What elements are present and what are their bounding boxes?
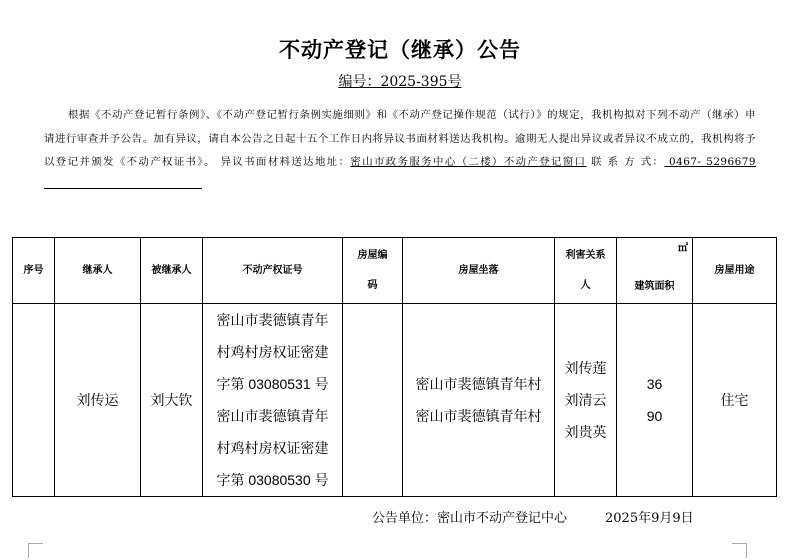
table-header-row: [13, 238, 777, 304]
header-house-no: 房屋编码: [343, 238, 403, 304]
table-row: [13, 304, 777, 497]
cell-area: [617, 304, 693, 497]
cell-seq: [13, 304, 55, 497]
area-value-1: 36: [646, 376, 663, 392]
header-area: [617, 238, 693, 304]
page-corner-mark-left: [28, 543, 43, 558]
contact-underline: [44, 176, 202, 189]
header-cert: 不动产权证号: [203, 238, 343, 304]
interested-party-1: 刘传莲: [564, 360, 607, 376]
page-corner-mark-right: [732, 543, 747, 558]
objection-address: 密山市政务服务中心（二楼）不动产登记窗口: [350, 156, 587, 168]
issue-date: 2025年9月9日: [605, 511, 694, 526]
notice-title: 不动产登记（继承）公告: [279, 38, 521, 62]
issuing-org: 公告单位：密山市不动产登记中心: [372, 511, 568, 526]
location-line-2: 密山市裴德镇青年村: [415, 408, 542, 424]
cert-numbers: 密山市裴德镇青年村鸡村房权证密建字第 03080531 号密山市裴德镇青年村鸡村房权证密建字第 03080530 号: [216, 312, 329, 488]
notice-paragraph: [44, 104, 756, 198]
contact-phone: 0467- 5296679: [664, 156, 756, 168]
header-decedent: 被继承人: [141, 238, 203, 304]
header-heir: 继承人: [55, 238, 141, 304]
area-label: 建筑面积: [634, 280, 675, 292]
footer: [372, 507, 694, 526]
interested-party-3: 刘贵英: [564, 424, 607, 440]
header-seq: 序号: [13, 238, 55, 304]
document-number-text: 编号：2025-395号: [338, 74, 462, 90]
contact-label: 联 系 方 式：: [586, 156, 665, 168]
header-usage: 房屋用途: [693, 238, 777, 304]
document-number: [0, 71, 800, 91]
cell-location: [403, 304, 555, 497]
cell-interested: [555, 304, 617, 497]
area-value-2: 90: [646, 408, 663, 424]
header-location: 房屋坐落: [403, 238, 555, 304]
interested-party-2: 刘清云: [564, 392, 607, 408]
cell-house-no: [343, 304, 403, 497]
cell-usage: 住宅: [693, 304, 777, 497]
area-unit: ㎡: [678, 242, 688, 254]
cell-cert: [203, 304, 343, 497]
cell-heir: 刘传运: [55, 304, 141, 497]
cell-decedent: 刘大钦: [141, 304, 203, 497]
header-interested: 利害关系人: [555, 238, 617, 304]
registration-table: [12, 237, 777, 497]
location-line-1: 密山市裴德镇青年村: [415, 376, 542, 392]
notice-body: 根据《不动产登记暂行条例》、《不动产登记暂行条例实施细则》和《不动产登记操作规范（试行）》的规定，我机构拟对下列不动产（继承）申请进行审查并予公告。加有异议，请自本公告之日起十五个工作日内将异议书面材料送达我机构。逾期无人提出异议或者异议不成立的，我机构将予以登记并颁发《不动产权证书》。 异议书面材料送达地址：: [44, 109, 756, 168]
